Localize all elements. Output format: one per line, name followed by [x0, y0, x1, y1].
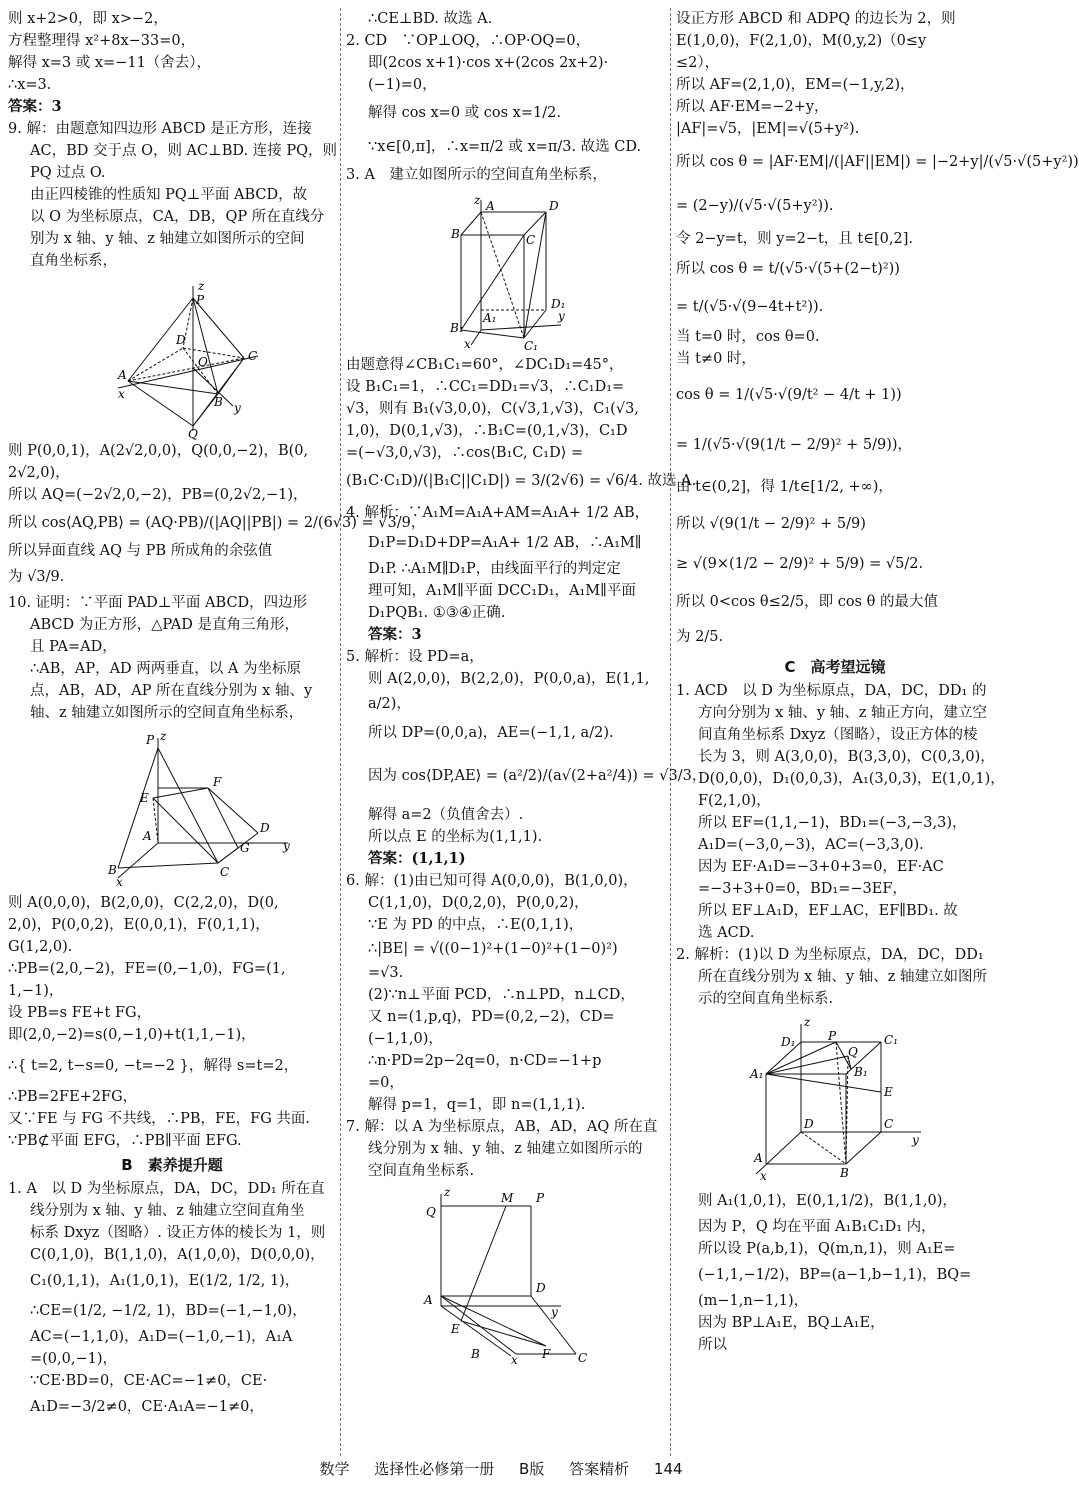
svg-text:z: z [444, 1185, 451, 1199]
svg-text:z: z [474, 193, 481, 207]
text-line: ∴PB=2FE+2FG， [8, 1089, 138, 1105]
text-line: C(0,1,0)，B(1,1,0)，A(1,0,0)，D(0,0,0)， [30, 1247, 325, 1263]
text-line: G(1,2,0). [8, 939, 73, 955]
text-line: = (2−y)/(√5·√(5+y²)). [676, 198, 834, 214]
text-line: 以 O 为坐标原点，CA，DB，QP 所在直线分 [30, 209, 325, 225]
text-line: 2,0)，P(0,0,2)，E(0,0,1)，F(0,1,1)， [8, 917, 270, 933]
svg-text:F: F [542, 1347, 551, 1361]
svg-text:B: B [214, 395, 223, 409]
text-line: √3，则有 B₁(√3,0,0)，C(√3,1,√3)，C₁(√3, [346, 401, 639, 417]
text-line: PQ 过点 O. [30, 165, 106, 181]
text-block [8, 892, 336, 1152]
svg-text:E: E [451, 1322, 460, 1336]
section-heading-c: C 高考望远镜 [784, 658, 886, 676]
text-line: 所以 EF⊥A₁D，EF⊥AC，EF∥BD₁. 故 [698, 903, 958, 919]
text-line: 由 t∈(0,2]，得 1/t∈[1/2, +∞)， [676, 479, 893, 495]
svg-text:z: z [804, 1015, 811, 1029]
svg-text:A₁: A₁ [483, 311, 497, 325]
cube-figure [676, 1014, 994, 1182]
text-line: (m−1,n−1,1)， [698, 1293, 809, 1309]
svg-text:Q: Q [188, 427, 198, 441]
svg-text:x: x [464, 337, 471, 351]
section-heading-b: B 素养提升题 [121, 1156, 223, 1174]
text-line: 因为 BP⊥A₁E，BQ⊥A₁E， [698, 1315, 885, 1331]
footer-label: 答案精析 [569, 1460, 630, 1478]
text-line: 6. 解：(1)由已知可得 A(0,0,0)，B(1,0,0)， [346, 873, 638, 889]
svg-text:x: x [116, 875, 123, 889]
svg-text:y: y [558, 309, 565, 323]
footer-book: 选择性必修第一册 [374, 1460, 495, 1478]
svg-text:B: B [108, 863, 117, 877]
text-line: A₁D=−3/2≠0，CE·A₁A=−1≠0， [30, 1399, 264, 1415]
column-divider [340, 8, 341, 1456]
text-block [346, 8, 664, 186]
text-line: 即(2cos x+1)·cos x+(2cos 2x+2)· [368, 55, 609, 71]
svg-text:z: z [198, 279, 205, 293]
svg-text:C: C [884, 1117, 894, 1131]
text-line: 解得 a=2（负值舍去）. [368, 807, 524, 823]
text-line: 则 A(0,0,0)，B(2,0,0)，C(2,2,0)，D(0, [8, 895, 279, 911]
svg-text:D₁: D₁ [781, 1035, 796, 1049]
text-line: 所以点 E 的坐标为(1,1,1). [368, 829, 543, 845]
text-line: ∵PB⊄平面 EFG，∴PB∥平面 EFG. [8, 1133, 242, 1149]
svg-text:F: F [213, 775, 222, 789]
svg-text:E: E [140, 791, 149, 805]
svg-text:B: B [840, 1166, 849, 1180]
page-footer [0, 1458, 1002, 1479]
svg-text:C: C [248, 349, 258, 363]
text-line: ∴AB，AP，AD 两两垂直，以 A 为坐标原 [30, 661, 301, 677]
text-line: 7. 解：以 A 为坐标原点，AB，AD，AQ 所在直 [346, 1119, 658, 1135]
text-line: = t/(√5·√(9−4t+t²)). [676, 299, 824, 315]
text-line: AC=(−1,1,0)，A₁D=(−1,0,−1)，A₁A [30, 1329, 293, 1345]
svg-text:Q: Q [426, 1205, 436, 1219]
svg-text:D: D [804, 1117, 814, 1131]
pyramid-figure [8, 276, 328, 441]
text-line: 设 PB=s FE+t FG， [8, 1005, 152, 1021]
text-line: ∴n·PD=2p−2q=0，n·CD=−1+p [368, 1053, 602, 1069]
text-line: 别为 x 轴、y 轴、z 轴建立如图所示的空间 [30, 231, 305, 247]
prism-figure-pad [8, 728, 328, 888]
text-line: 又∵FE 与 FG 不共线，∴PB，FE，FG 共面. [8, 1111, 311, 1127]
text-line: 方程整理得 x²+8x−33=0， [8, 33, 196, 49]
text-line: 5. 解析：设 PD=a， [346, 649, 484, 665]
text-line: =√3. [368, 965, 404, 981]
text-line: (2)∵n⊥平面 PCD，∴n⊥PD，n⊥CD， [368, 987, 635, 1003]
svg-text:E: E [884, 1085, 893, 1099]
text-line: 长为 3，则 A(3,0,0)，B(3,3,0)，C(0,3,0)， [698, 749, 995, 765]
text-line: 1,−1)， [8, 983, 64, 999]
text-line: 所以 EF=(1,1,−1)，BD₁=(−3,−3,3)， [698, 815, 967, 831]
text-line: 2. CD ∵OP⊥OQ，∴OP·OQ=0， [346, 33, 591, 49]
text-line: 所以 AQ=(−2√2,0,−2)，PB=(0,2√2,−1)， [8, 487, 308, 503]
text-line: C₁(0,1,1)，A₁(1,0,1)，E(1/2, 1/2, 1)， [30, 1273, 300, 1289]
text-line: ∵x∈[0,π]，∴x=π/2 或 x=π/3. 故选 CD. [368, 139, 642, 155]
text-line: 点，AB，AD，AP 所在直线分别为 x 轴、y [30, 683, 313, 699]
answer-line: 答案：3 [8, 98, 62, 115]
svg-text:C: C [526, 233, 536, 247]
text-line: 1. ACD 以 D 为坐标原点，DA，DC，DD₁ 的 [676, 683, 987, 699]
text-line: 所以 √(9(1/t − 2/9)² + 5/9) [676, 516, 866, 532]
text-line: 1. A 以 D 为坐标原点，DA，DC，DD₁ 所在直 [8, 1181, 325, 1197]
square-planes-figure [346, 1186, 664, 1366]
text-line: 所以 DP=(0,0,a)，AE=(−1,1, a/2). [368, 725, 614, 741]
text-line: 为 2/5. [676, 629, 724, 645]
footer-edition: B版 [519, 1460, 545, 1478]
text-line: 所以 0<cos θ≤2/5，即 cos θ 的最大值 [676, 594, 938, 610]
text-line: D₁P. ∴A₁M∥D₁P，由线面平行的判定定 [368, 561, 621, 577]
svg-text:B₁: B₁ [854, 1065, 868, 1079]
text-line: 由题意得∠CB₁C₁=60°，∠DC₁D₁=45°， [346, 357, 624, 373]
text-line: = 1/(√5·√(9(1/t − 2/9)² + 5/9))， [676, 437, 913, 453]
column-3 [676, 8, 1079, 1356]
text-line: 则 A₁(1,0,1)，E(0,1,1/2)，B(1,1,0)， [698, 1193, 957, 1209]
text-line: F(2,1,0)， [698, 793, 771, 809]
text-line: 空间直角坐标系. [368, 1163, 475, 1179]
svg-text:A: A [486, 199, 495, 213]
text-line: C(1,1,0)，D(0,2,0)，P(0,0,2)， [368, 895, 589, 911]
svg-text:z: z [160, 729, 167, 743]
text-line: ∵E 为 PD 的中点，∴E(0,1,1)， [368, 917, 584, 933]
text-line: ∵CE·BD=0，CE·AC=−1≠0，CE· [30, 1373, 268, 1389]
answer-line: 答案：(1,1,1) [368, 850, 466, 867]
svg-text:D: D [176, 333, 186, 347]
footer-subject: 数学 [319, 1460, 350, 1478]
text-line: 轴、z 轴建立如图所示的空间直角坐标系， [30, 705, 304, 721]
text-line: 因为 EF·A₁D=−3+0+3=0，EF·AC [698, 859, 944, 875]
text-line: 选 ACD. [698, 925, 755, 941]
svg-text:P: P [828, 1029, 837, 1043]
text-block [8, 1178, 336, 1422]
text-line: 所以 cos θ = t/(√5·√(5+(2−t)²)) [676, 261, 900, 277]
svg-text:B: B [471, 1347, 480, 1361]
text-line: 2. 解析：(1)以 D 为坐标原点，DA，DC，DD₁ [676, 947, 984, 963]
text-line: =−3+3+0=0，BD₁=−3EF， [698, 881, 907, 897]
text-line: D₁P=D₁D+DP=A₁A+ 1/2 AB，∴A₁M∥ [368, 535, 642, 551]
text-line: 所以设 P(a,b,1)，Q(m,n,1)，则 A₁E= [698, 1241, 956, 1257]
svg-text:D₁: D₁ [551, 297, 566, 311]
text-line: ∴CE⊥BD. 故选 A. [368, 11, 493, 27]
text-line: 1,0)，D(0,1,√3)，∴B₁C=(0,1,√3)，C₁D [346, 423, 628, 439]
text-line: 3. A 建立如图所示的空间直角坐标系， [346, 167, 607, 183]
text-line: AC，BD 交于点 O，则 AC⊥BD. 连接 PQ，则 [30, 143, 337, 159]
text-line: ≥ √(9×(1/2 − 2/9)² + 5/9) = √5/2. [676, 556, 924, 572]
svg-text:A: A [424, 1293, 433, 1307]
text-line: 9. 解：由题意知四边形 ABCD 是正方形，连接 [8, 121, 312, 137]
svg-text:x: x [118, 387, 125, 401]
text-block [676, 8, 1079, 654]
text-line: ABCD 为正方形，△PAD 是直角三角形， [30, 617, 300, 633]
text-line: (−1,1,−1/2)，BP=(a−1,b−1,1)，BQ= [698, 1267, 972, 1283]
svg-text:A₁: A₁ [750, 1067, 764, 1081]
answer-line: 答案：3 [368, 626, 422, 643]
text-line: ∴PB=(2,0,−2)，FE=(0,−1,0)，FG=(1, [8, 961, 286, 977]
svg-text:y: y [912, 1133, 919, 1147]
svg-text:C: C [578, 1351, 588, 1365]
svg-text:D: D [536, 1281, 546, 1295]
svg-text:C: C [220, 865, 230, 879]
svg-text:C₁: C₁ [524, 339, 538, 353]
text-line: 所以 [698, 1337, 727, 1353]
text-line: 设正方形 ABCD 和 ADPQ 的边长为 2，则 [676, 11, 956, 27]
text-line: 线分别为 x 轴、y 轴、z 轴建立空间直角坐 [30, 1203, 305, 1219]
text-line: 则 A(2,0,0)，B(2,2,0)，P(0,0,a)，E(1,1, [368, 671, 650, 687]
text-line: 设 B₁C₁=1，∴CC₁=DD₁=√3，∴C₁D₁= [346, 379, 625, 395]
text-block [676, 1186, 994, 1356]
text-line: ∴|BE| = √((0−1)²+(1−0)²+(1−0)²) [368, 941, 618, 957]
svg-text:P: P [196, 293, 205, 307]
text-line: 2√2,0)， [8, 465, 70, 481]
text-line: 即(2,0,−2)=s(0,−1,0)+t(1,1,−1)， [8, 1027, 256, 1043]
svg-text:P: P [536, 1191, 545, 1205]
text-line: 又 n=(1,p,q)，PD=(0,2,−2)，CD= [368, 1009, 615, 1025]
text-line: 则 x+2>0，即 x>−2， [8, 11, 168, 27]
text-line: 为 √3/9. [8, 569, 65, 585]
text-line: cos θ = 1/(√5·√(9/t² − 4/t + 1)) [676, 387, 902, 403]
text-line: 所以异面直线 AQ 与 PB 所成角的余弦值 [8, 543, 273, 559]
text-line: ∴CE=(1/2, −1/2, 1)，BD=(−1,−1,0)， [30, 1303, 307, 1319]
svg-text:O: O [198, 355, 208, 369]
text-line: 则 P(0,0,1)，A(2√2,0,0)，Q(0,0,−2)，B(0, [8, 443, 309, 459]
text-line: 理可知，A₁M∥平面 DCC₁D₁，A₁M∥平面 [368, 583, 636, 599]
svg-text:A: A [143, 829, 152, 843]
text-line: 解得 p=1，q=1，即 n=(1,1,1). [368, 1097, 586, 1113]
text-line: 所以 cos θ = |AF·EM|/(|AF||EM|) = |−2+y|/(√5·√(5+y²)) [676, 154, 1079, 170]
text-line: 令 2−y=t，则 y=2−t，且 t∈[0,2]. [676, 231, 913, 247]
text-line: (−1)=0， [368, 77, 437, 93]
svg-text:x: x [511, 1353, 518, 1367]
text-line: D₁PQB₁. ①③④正确. [368, 605, 506, 621]
svg-text:y: y [234, 401, 241, 415]
svg-text:D: D [549, 199, 559, 213]
svg-text:y: y [283, 839, 290, 853]
text-line: 且 PA=AD， [30, 639, 117, 655]
text-line: a/2)， [368, 696, 411, 712]
text-line: 10. 证明：∵平面 PAD⊥平面 ABCD，四边形 [8, 595, 308, 611]
text-line: =0， [368, 1075, 404, 1091]
svg-text:M: M [501, 1191, 514, 1205]
prism-figure-3 [346, 190, 664, 353]
svg-text:B: B [451, 227, 460, 241]
text-line: 4. 解析：∵A₁M=A₁A+AM=A₁A+ 1/2 AB， [346, 505, 650, 521]
svg-text:C₁: C₁ [884, 1033, 898, 1047]
svg-text:Q: Q [848, 1045, 858, 1059]
text-line: =(0,0,−1)， [30, 1351, 118, 1367]
text-line: A₁D=(−3,0,−3)，AC=(−3,3,0). [698, 837, 924, 853]
svg-text:G: G [240, 841, 250, 855]
page-number: 144 [653, 1460, 683, 1478]
text-line: (−1,1,0)， [368, 1031, 443, 1047]
text-line: 间直角坐标系 Dxyz（图略），设正方体的棱 [698, 727, 978, 743]
text-line: 因为 cos⟨DP,AE⟩ = (a²/2)/(a√(2+a²/4)) = √3/3， [368, 768, 707, 784]
text-line: 解得 cos x=0 或 cos x=1/2. [368, 105, 561, 121]
text-line: (B₁C·C₁D)/(|B₁C||C₁D|) = 3/(2√6) = √6/4. 故选 A. [346, 473, 697, 489]
text-line: 所在直线分别为 x 轴、y 轴、z 轴建立如图所 [698, 969, 987, 985]
text-line: =(−√3,0,√3)，∴cos⟨B₁C, C₁D⟩ = [346, 445, 584, 461]
text-line: 当 t=0 时，cos θ=0. [676, 329, 820, 345]
text-line: 示的空间直角坐标系. [698, 991, 834, 1007]
svg-text:y: y [551, 1305, 558, 1319]
text-line: 解得 x=3 或 x=−11（舍去）， [8, 55, 212, 71]
svg-text:A: A [754, 1151, 763, 1165]
svg-text:A: A [118, 368, 127, 382]
text-line: 所以 AF=(2,1,0)，EM=(−1,y,2)， [676, 77, 915, 93]
text-line: ≤2）， [676, 55, 720, 71]
text-line: |AF|=√5，|EM|=√(5+y²). [676, 121, 860, 137]
text-line: E(1,0,0)，F(2,1,0)，M(0,y,2)（0≤y [676, 33, 927, 49]
text-line: 所以 AF·EM=−2+y， [676, 99, 829, 115]
column-divider [670, 8, 671, 1456]
text-line: ∴x=3. [8, 77, 52, 93]
text-line: ∴{ t=2, t−s=0, −t=−2 }，解得 s=t=2， [8, 1058, 299, 1074]
text-block [676, 680, 1005, 1010]
text-block [8, 8, 336, 272]
text-line: 由正四棱锥的性质知 PQ⊥平面 ABCD，故 [30, 187, 308, 203]
text-line: 因为 P，Q 均在平面 A₁B₁C₁D₁ 内， [698, 1219, 936, 1235]
svg-text:P: P [146, 733, 155, 747]
text-line: 方向分别为 x 轴、y 轴、z 轴正方向，建立空 [698, 705, 987, 721]
text-line: 所以 cos⟨AQ,PB⟩ = (AQ·PB)/(|AQ||PB|) = 2/(6√3) = √3/9， [8, 515, 426, 531]
svg-text:D: D [260, 821, 270, 835]
text-line: D(0,0,0)，D₁(0,0,3)，A₁(3,0,3)，E(1,0,1)， [698, 771, 1005, 787]
svg-text:x: x [760, 1169, 767, 1183]
svg-text:B₁: B₁ [450, 321, 464, 335]
text-line: 标系 Dxyz（图略）. 设正方体的棱长为 1，则 [30, 1225, 326, 1241]
text-line: 当 t≠0 时， [676, 351, 756, 367]
text-line: 直角坐标系， [30, 253, 117, 269]
text-line: 线分别为 x 轴、y 轴、z 轴建立如图所示的 [368, 1141, 643, 1157]
